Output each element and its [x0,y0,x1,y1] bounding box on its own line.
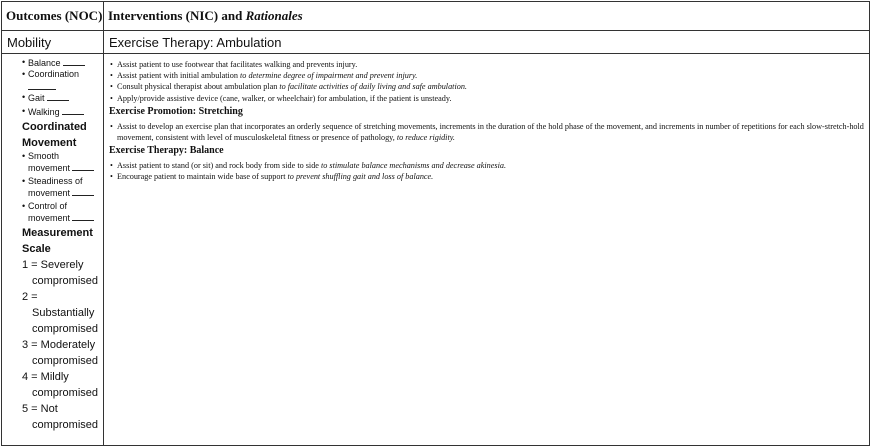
scale-item: 4 = Mildly compromised [22,371,99,399]
indicator-list-b [22,151,101,224]
list-item: • Assist to develop an exercise plan that incorporates an orderly sequence of stretching movements, increments in the duration of the hold phase of the movement, and increments in number of repetitions for each slow-stretch-hold movement, consistent with level of musculoskeletal fitness or presence of pathology, to reduce rigidity. [109,121,865,143]
care-plan-table [1,1,870,446]
diagnosis-row [2,31,870,54]
balance-list [109,160,865,182]
list-item: • Assist patient with initial ambulation to determine degree of impairment and prevent injury. [109,70,865,81]
indicator-walking: • Walking [22,106,101,118]
list-item: • Consult physical therapist about ambulation plan to facilitate activities of daily living and safe ambulation. [109,81,865,92]
stretching-heading: Exercise Promotion: Stretching [109,105,243,117]
indicator-steadiness: • Steadiness of movement [22,176,101,199]
intervention-name: Exercise Therapy: Ambulation [104,31,870,54]
indicator-smooth-movement: • Smooth movement [22,151,101,174]
coordinated-movement-label: Coordinated Movement [22,121,87,149]
indicator-coordination: • Coordination [22,69,101,90]
outcomes-cell [2,54,104,446]
list-item: • Assist patient to stand (or sit) and rock body from side to side to stimulate balance mechanisms and decrease akinesia. [109,160,865,171]
indicator-list-a [22,57,101,118]
measurement-scale-label: Measurement Scale [22,227,93,255]
scale-item: 1 = Severely compromised [22,259,99,287]
balance-heading: Exercise Therapy: Balance [109,145,224,157]
scale-item: 5 = Not compromised [22,403,99,431]
measurement-scale [22,257,101,433]
header-row [2,2,870,31]
rationales-label: Rationales [245,8,303,23]
interventions-header: Interventions (NIC) and Rationales [104,2,870,31]
interventions-cell [104,54,870,446]
outcome-name: Mobility [2,31,104,54]
indicator-balance: • Balance [22,57,101,69]
list-item: • Encourage patient to maintain wide base of support to prevent shuffling gait and loss of balance. [109,171,865,182]
list-item: • Apply/provide assistive device (cane, walker, or wheelchair) for ambulation, if the patient is unsteady. [109,93,865,104]
ambulation-list [109,59,865,104]
outcomes-header: Outcomes (NOC) [2,2,104,31]
scale-item: 2 = Substantially compromised [22,291,99,335]
list-item: • Assist patient to use footwear that facilitates walking and prevents injury. [109,59,865,70]
content-row [2,54,870,446]
indicator-control: • Control of movement [22,201,101,224]
scale-item: 3 = Moderately compromised [22,339,99,367]
indicator-gait: • Gait [22,92,101,104]
stretching-list [109,121,865,143]
